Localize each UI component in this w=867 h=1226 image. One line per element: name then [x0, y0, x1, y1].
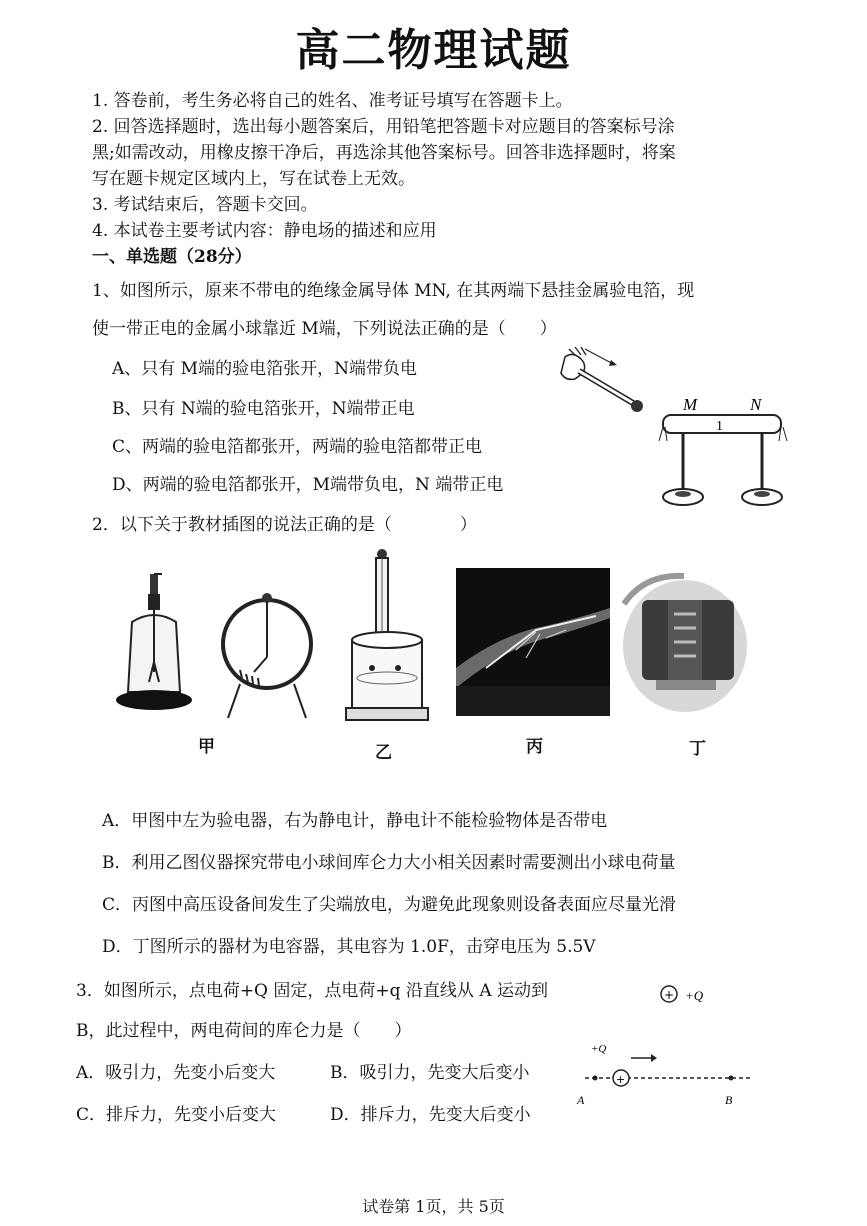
q2-stem: 2．以下关于教材插图的说法正确的是（ ）	[92, 515, 477, 535]
q1-option-c: C、两端的验电箔都张开，两端的验电箔都带正电	[112, 437, 483, 457]
instruction-4: 4. 本试卷主要考试内容：静电场的描述和应用	[92, 221, 437, 241]
q3-stem-line2: B，此过程中，两电荷间的库仑力是（ ）	[76, 1021, 412, 1041]
q1-stem-line2: 使一带正电的金属小球靠近 M端，下列说法正确的是（ ）	[92, 319, 557, 339]
q2-option-d: D．丁图所示的器材为电容器，其电容为 1.0F，击穿电压为 5.5V	[102, 937, 596, 957]
instruction-1: 1. 答卷前，考生务必将自己的姓名、准考证号填写在答题卡上。	[92, 91, 573, 111]
q3-option-b: B．吸引力，先变大后变小	[330, 1063, 530, 1083]
q2-option-c: C．丙图中高压设备间发生了尖端放电，为避免此现象则设备表面应尽量光滑	[102, 895, 677, 915]
q2-option-b: B．利用乙图仪器探究带电小球间库仑力大小相关因素时需要测出小球电荷量	[102, 853, 676, 873]
q3-option-d: D．排斥力，先变大后变小	[330, 1105, 531, 1125]
label-b: B	[725, 1093, 733, 1107]
q3-option-c: C．排斥力，先变小后变大	[76, 1105, 277, 1125]
instruction-3: 3. 考试结束后，答题卡交回。	[92, 195, 318, 215]
caption-ding: 丁	[689, 739, 706, 759]
q1-stem-line1: 1、如图所示，原来不带电的绝缘金属导体 MN, 在其两端下悬挂金属验电箔，现	[92, 281, 695, 301]
label-n: N	[750, 395, 762, 414]
q3-stem-line1: 3．如图所示，点电荷+Q 固定，点电荷+q 沿直线从 A 运动到	[76, 981, 549, 1001]
caption-jia: 甲	[198, 737, 215, 757]
svg-text:+: +	[616, 1073, 626, 1086]
fig-yi-coulomb-apparatus	[340, 548, 430, 728]
q1-conductor-figure	[555, 345, 795, 515]
section-heading: 一、单选题（28分）	[92, 247, 252, 267]
label-a: A	[577, 1093, 585, 1107]
q2-option-a: A．甲图中左为验电器，右为静电计，静电计不能检验物体是否带电	[102, 811, 608, 831]
instruction-2-cont: 黑;如需改动，用橡皮擦干净后，再选涂其他答案标号。回答非选择题时，将案	[92, 143, 676, 163]
fig-bing-point-discharge	[456, 568, 610, 716]
q1-option-a: A、只有 M端的验电箔张开，N端带负电	[112, 359, 417, 379]
page-footer: 试卷第 1页，共 5页	[362, 1197, 505, 1216]
page-title: 高二物理试题	[295, 25, 572, 76]
q1-option-d: D、两端的验电箔都张开，M端带负电，N 端带正电	[112, 475, 504, 495]
label-big-q: +Q	[685, 988, 704, 1003]
label-center: 1	[716, 419, 723, 434]
caption-yi: 乙	[375, 743, 392, 763]
fig-jia-electroscope	[110, 572, 320, 722]
instruction-2-cont2: 写在题卡规定区域内上，写在试卷上无效。	[92, 169, 415, 189]
hand-with-rod-icon	[561, 347, 643, 412]
q3-option-a: A．吸引力，先变小后变大	[76, 1063, 276, 1083]
instruction-2: 2. 回答选择题时，选出每小题答案后，用铅笔把答题卡对应题目的答案标号涂	[92, 117, 675, 137]
svg-text:+: +	[664, 988, 675, 1002]
q3-charge-figure	[575, 982, 760, 1112]
caption-bing: 丙	[526, 737, 543, 757]
label-small-q: +Q	[591, 1043, 607, 1055]
q1-option-b: B、只有 N端的验电箔张开，N端带正电	[112, 399, 415, 419]
label-m: M	[683, 395, 698, 414]
fig-ding-capacitor	[620, 574, 750, 724]
